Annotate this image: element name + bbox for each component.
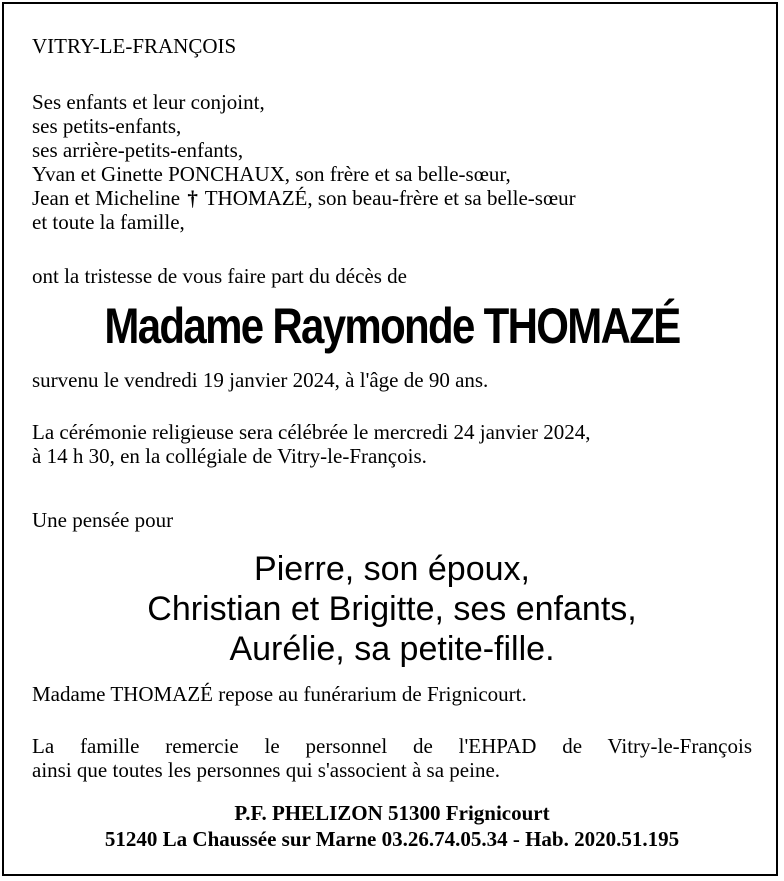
cross-icon: † [187, 186, 198, 210]
family-line-5 [32, 186, 576, 210]
family-line-6: et toute la famille, [32, 210, 185, 234]
family-line-2: ses petits-enfants, [32, 114, 182, 138]
ceremony-line-2: à 14 h 30, en la collégiale de Vitry-le-François. [32, 444, 427, 468]
family-line-5-prefix: Jean et Micheline [32, 186, 181, 210]
rest-line: Madame THOMAZÉ repose au funérarium de Frignicourt. [32, 682, 527, 706]
thanks-line-2: ainsi que toutes les personnes qui s'associent à sa peine. [32, 758, 501, 782]
family-line-5-suffix: THOMAZÉ, son beau-frère et sa belle-sœur [204, 186, 576, 210]
thought-line-3: Aurélie, sa petite-fille. [229, 630, 555, 668]
town-heading: VITRY-LE-FRANÇOIS [32, 34, 237, 58]
death-date-line: survenu le vendredi 19 janvier 2024, à l'âge de 90 ans. [32, 368, 489, 392]
deceased-name: Madame Raymonde THOMAZÉ [104, 298, 680, 354]
ceremony-line-1: La cérémonie religieuse sera célébrée le mercredi 24 janvier 2024, [32, 420, 591, 444]
family-line-4: Yvan et Ginette PONCHAUX, son frère et sa belle-sœur, [32, 162, 511, 186]
footer-line-2: 51240 La Chaussée sur Marne 03.26.74.05.34 - Hab. 2020.51.195 [104, 827, 680, 851]
thought-intro: Une pensée pour [32, 508, 174, 532]
footer-line-1: P.F. PHELIZON 51300 Frignicourt [234, 801, 550, 825]
thought-line-2: Christian et Brigitte, ses enfants, [147, 590, 637, 628]
thanks-line-1: La famille remercie le personnel de l'EHPAD de Vitry-le-François [32, 734, 752, 758]
family-line-1: Ses enfants et leur conjoint, [32, 90, 265, 114]
announcement-text: ont la tristesse de vous faire part du décès de [32, 264, 407, 288]
thought-line-1: Pierre, son époux, [254, 550, 530, 588]
family-line-3: ses arrière-petits-enfants, [32, 138, 244, 162]
